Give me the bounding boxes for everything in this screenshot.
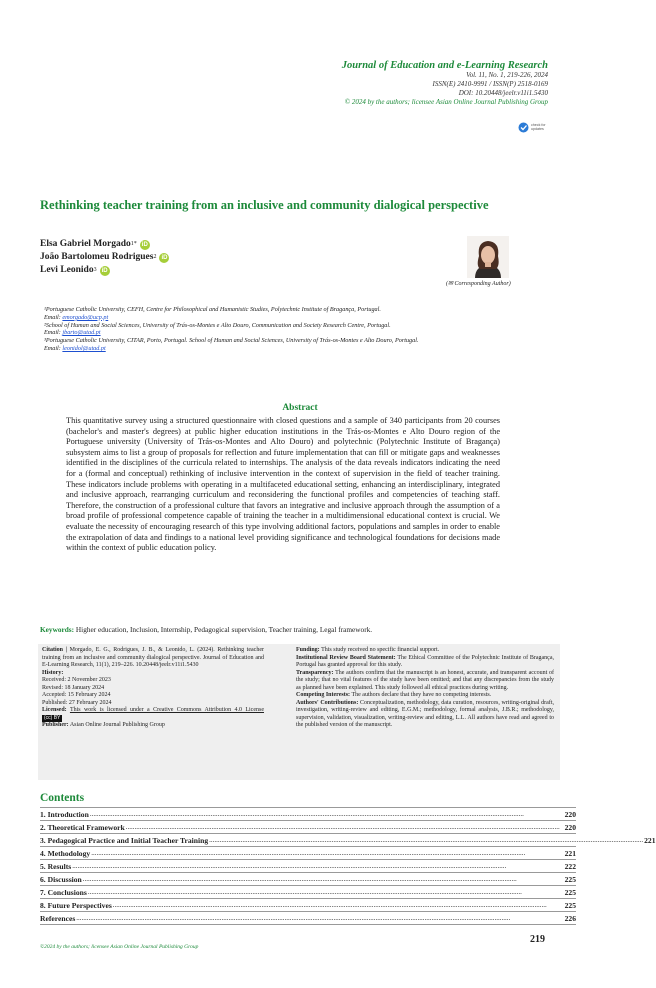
transparency-label: Transparency: — [296, 669, 334, 676]
corresponding-author-note: (✉ Corresponding Author) — [446, 281, 511, 287]
licensed-label: Licensed: — [42, 707, 67, 713]
toc-label: References — [40, 913, 76, 923]
journal-header — [342, 60, 548, 107]
article-info-right — [296, 647, 554, 730]
irb-label: Institutional Review Board Statement: — [296, 654, 396, 661]
toc-page: 222 — [564, 861, 576, 871]
affiliation-2 — [44, 322, 424, 338]
page-number: 219 — [530, 934, 545, 945]
toc-page: 225 — [564, 887, 576, 897]
footer-license: ©2024 by the authors; licensee Asian Online Journal Publishing Group — [40, 944, 199, 950]
keywords-label: Keywords: — [40, 625, 75, 634]
toc-page: 220 — [564, 822, 576, 832]
contributions-label: Authors' Contributions: — [296, 699, 359, 706]
irb-text: The Ethical Committee of the Polytechnic Institute of Bragança, Portugal has granted approval for this study. — [296, 654, 554, 668]
funding-label: Funding: — [296, 647, 320, 653]
author-name: Levi Leonido — [40, 265, 94, 275]
toc-entry[interactable]: References ........................................................................................................................................................................................................................................................ 226 — [40, 911, 576, 925]
toc-entry[interactable]: 4. Methodology ........................................................................................................................................................................................................................................................ 221 — [40, 846, 576, 859]
cc-by-badge[interactable]: (cc) BY — [44, 714, 61, 721]
table-of-contents — [40, 807, 656, 925]
email-label: Email: — [44, 313, 61, 321]
orcid-icon[interactable]: iD — [161, 254, 168, 261]
toc-entry[interactable]: 7. Conclusions ........................................................................................................................................................................................................................................................ 225 — [40, 885, 576, 898]
author-name: Elsa Gabriel Morgado — [40, 239, 131, 249]
email-label: Email: — [44, 329, 61, 337]
toc-entry[interactable]: 2. Theoretical Framework ........................................................................................................................................................................................................................................................ 220 — [40, 820, 576, 833]
issn-info: ISSN(E) 2410-9991 / ISSN(P) 2518-0169 — [432, 80, 548, 88]
toc-label: 6. Discussion — [40, 874, 82, 884]
crossmark-badge[interactable] — [518, 121, 548, 133]
competing-text: The authors declare that they have no competing interests. — [351, 692, 492, 698]
toc-label: 8. Future Perspectives — [40, 900, 112, 910]
email-link[interactable]: leonidol@utad.pt — [62, 344, 106, 352]
author-list — [40, 238, 169, 277]
orcid-icon[interactable]: iD — [141, 241, 148, 248]
funding-text: This study received no specific financial support. — [321, 647, 440, 653]
accepted-date: Accepted: 15 February 2024 — [42, 692, 111, 698]
journal-name: Journal of Education and e-Learning Research — [341, 60, 548, 71]
toc-page: 220 — [564, 809, 576, 819]
history-label: History: — [42, 669, 64, 676]
toc-page: 221 — [564, 848, 576, 858]
contents-heading: Contents — [40, 792, 85, 804]
author-2 — [40, 251, 169, 264]
crossmark-icon — [518, 122, 529, 133]
crossmark-label: check for updates — [531, 123, 546, 131]
received-date: Received: 2 November 2023 — [42, 677, 111, 683]
author-1 — [40, 238, 169, 251]
doi-link[interactable]: DOI: 10.20448/jeelr.v11i1.5430 — [458, 89, 548, 97]
affiliation-text: ²School of Human and Social Sciences, University of Trás-os-Montes e Alto Douro, Communication and Society Research Centre, Portugal. — [44, 321, 391, 329]
revised-date: Revised: 18 January 2024 — [42, 684, 105, 691]
keywords-list: Higher education, Inclusion, Internship, Pedagogical supervision, Teacher training, Legal framework. — [75, 625, 373, 634]
toc-page: 221 — [644, 835, 656, 845]
toc-label: 1. Introduction — [40, 809, 89, 819]
citation-text: Morgado, E. G., Rodrigues, J. B., & Leonido, L. (2024). Rethinking teacher training from an inclusive and community dialogical perspective. Journal of Education and E-Learning Research, 11(1), 219–226. 10.20448/jeelr.v11i1.5430 — [42, 647, 264, 668]
author-superscript: 2 — [153, 254, 157, 260]
affiliations — [44, 306, 424, 353]
author-superscript: 1* — [130, 241, 137, 247]
toc-entry[interactable]: 1. Introduction ........................................................................................................................................................................................................................................................ 220 — [40, 807, 576, 820]
toc-entry[interactable]: 3. Pedagogical Practice and Initial Teacher Training ........................................................................................................................................................................................................................................................ 221 — [40, 833, 576, 846]
article-info-left — [42, 647, 264, 730]
toc-label: 5. Results — [40, 861, 72, 871]
article-title: Rethinking teacher training from an inclusive and community dialogical perspective — [40, 198, 489, 212]
affiliation-3 — [44, 337, 424, 353]
contributions-text: Conceptualization, methodology, data curation, resources, writing-original draft, investigation, writing-review and editing, E.G.M.; methodology, formal analysis, J.B.R.; methodology, supervision, validation, visualization, writing-review and editing, L.L. All authors have read and agreed to the published version of the manuscript. — [296, 699, 554, 728]
volume-info: Vol. 11, No. 1, 219-226, 2024 — [466, 71, 548, 79]
toc-page: 225 — [564, 900, 576, 910]
author-photo — [467, 236, 509, 278]
affiliation-text: ¹Portuguese Catholic University, CEFH, Centre for Philosophical and Humanistic Studies, Polytechnic Institute of Bragança, Portugal. — [44, 306, 381, 313]
toc-label: 4. Methodology — [40, 848, 91, 858]
publisher-name: Asian Online Journal Publishing Group — [69, 722, 165, 728]
author-superscript: 3 — [93, 267, 97, 273]
toc-label: 2. Theoretical Framework — [40, 822, 125, 832]
affiliation-text: ³Portuguese Catholic University, CITAR, Porto, Portugal. School of Human and Social Sciences, University of Trás-os-Montes e Alto Douro, Portugal. — [44, 337, 419, 345]
license-link[interactable]: This work is licensed under a Creative Commons Attribution 4.0 License — [69, 707, 264, 713]
citation-label: Citation | — [42, 647, 67, 653]
keywords — [40, 625, 560, 634]
author-3 — [40, 264, 169, 277]
email-label: Email: — [44, 344, 61, 352]
competing-label: Competing Interests: — [296, 692, 351, 698]
transparency-text: The authors confirm that the manuscript is an honest, accurate, and transparent account of the study; that no vital features of the study have been omitted; and that any discrepancies from the study as planned have been explained. This study followed all ethical practices during writing. — [296, 669, 554, 691]
email-link[interactable]: emorgado@ucp.pt — [62, 313, 109, 321]
email-link[interactable]: jbarto@utad.pt — [62, 329, 101, 337]
toc-label: 7. Conclusions — [40, 887, 87, 897]
affiliation-1 — [44, 306, 424, 322]
abstract-heading: Abstract — [282, 403, 318, 413]
orcid-icon[interactable]: iD — [101, 267, 108, 274]
author-name: João Bartolomeu Rodrigues — [40, 252, 154, 262]
toc-label: 3. Pedagogical Practice and Initial Teacher Training — [40, 835, 209, 845]
publisher-label: Publisher: — [42, 722, 69, 728]
abstract-body: This quantitative survey using a structured questionnaire with closed questions and a sample of 340 participants from 20 courses (bachelor's and master's degrees) at public higher education institutions in the Trás-os-Montes e Alto Douro region of the Portuguese university (University of Trás-os-Montes and Alto Douro) and polytechnic (Polytechnic Institute of Bragança) subsystem aims to list a group of proposals for reflection and future implementation that can fill or mitigate gaps and weaknesses identified in the disciplines of the curricula related to internships. The analysis of the data reveals indicators indicating the need for a (formal and conceptual) rethinking of inclusive intervention in the context of supervision in the field of teacher training. These indicators include problems with operating in a multifaceted educational setting, enhancing an interdisciplinary, integrated and inclusive approach, rearranging curriculum and reconsidering the functional profiles and competencies of teaching staff. Therefore, the construction of a professional culture that favors an integrative and inclusive approach through the assumption of a broad profile of professional competence capable of training the teacher in a multidimensional educational context is crucial. We evaluate the necessity of encouraging research of this type involving additional factors, populations and samples in order to enable the extrapolation of data and findings to a national level providing significance and technological foundations for decisions made within the context of public education policy. — [66, 416, 500, 553]
toc-entry[interactable]: 6. Discussion ........................................................................................................................................................................................................................................................ 225 — [40, 872, 576, 885]
toc-entry[interactable]: 5. Results ........................................................................................................................................................................................................................................................ 222 — [40, 859, 576, 872]
toc-page: 226 — [564, 913, 576, 923]
toc-page: 225 — [564, 874, 576, 884]
published-date: Published: 27 February 2024 — [42, 699, 112, 706]
toc-entry[interactable]: 8. Future Perspectives ........................................................................................................................................................................................................................................................ 225 — [40, 898, 576, 911]
license-line: © 2024 by the authors; licensee Asian Online Journal Publishing Group — [344, 98, 548, 106]
